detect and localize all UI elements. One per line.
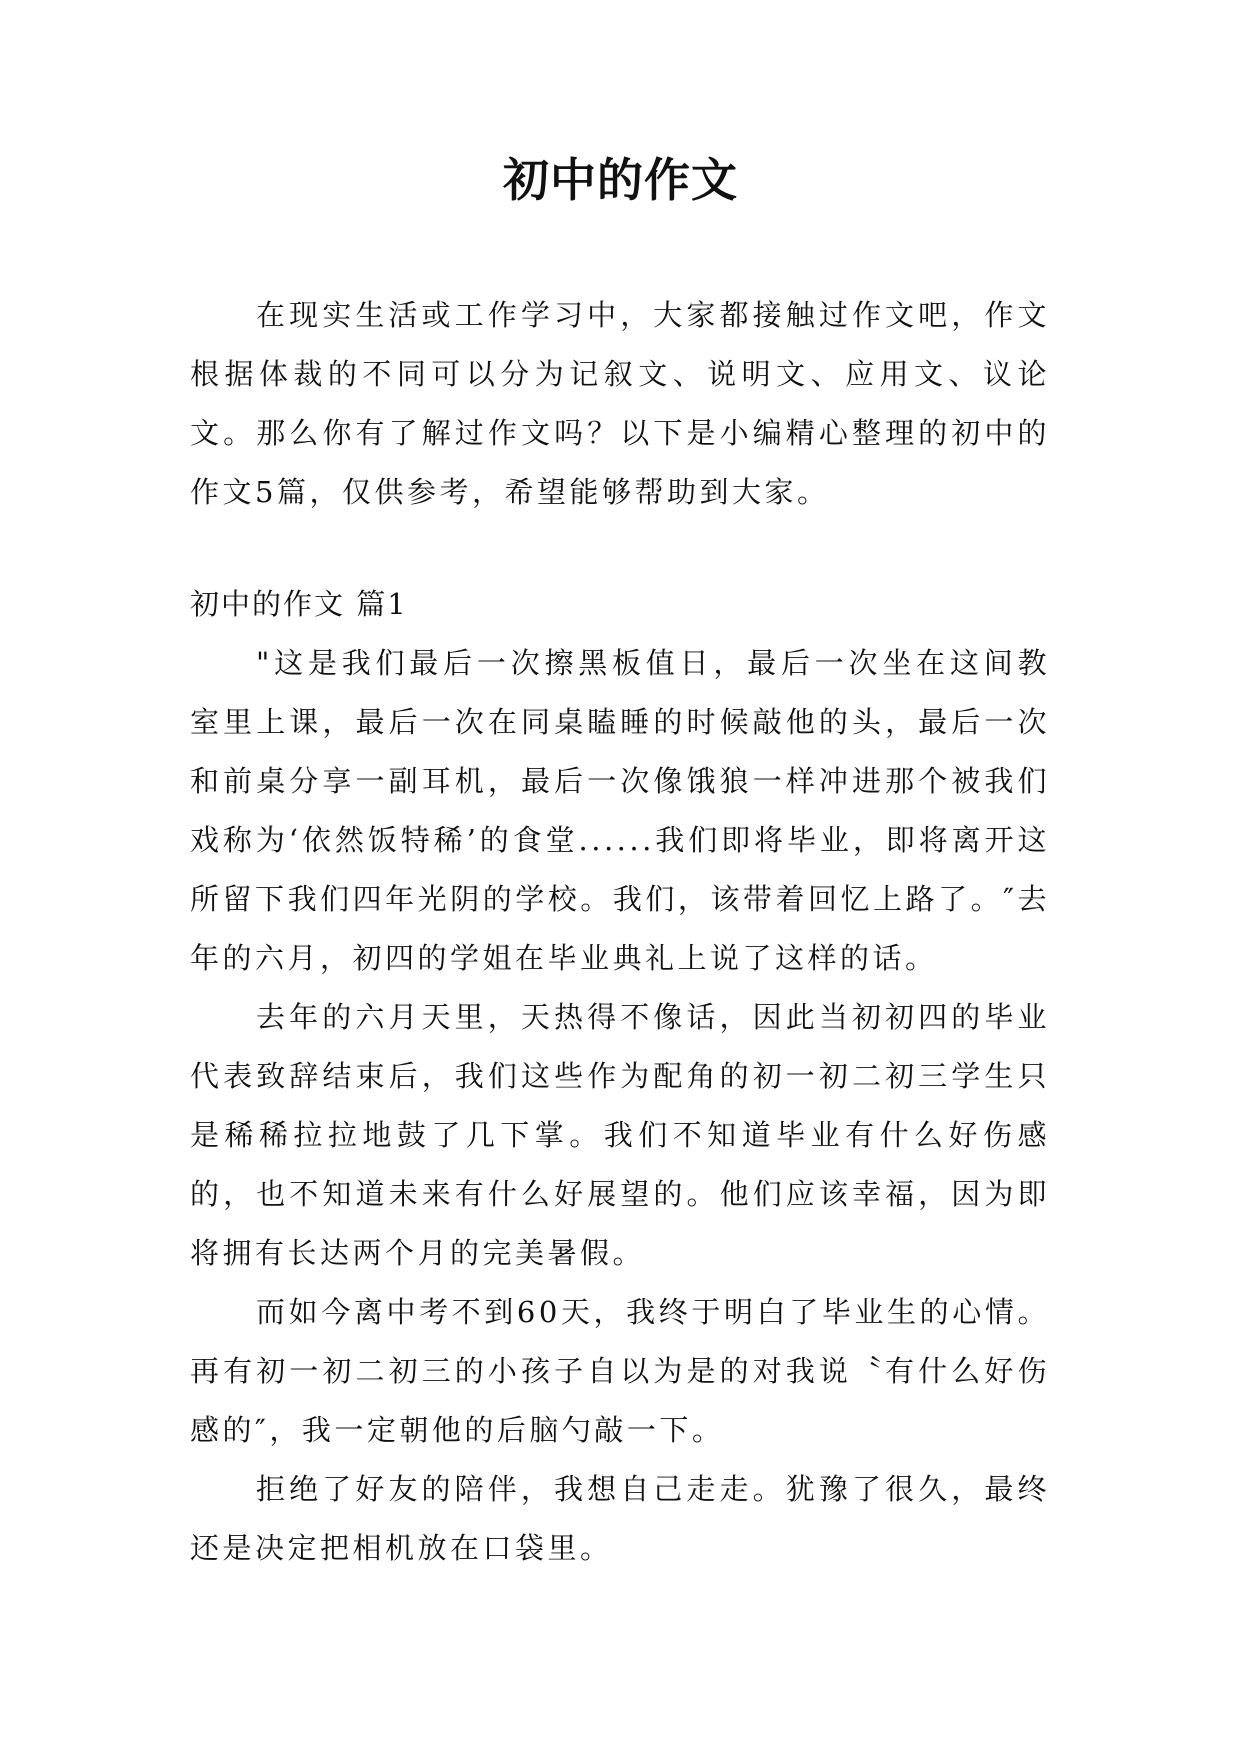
section-heading: 初中的作文 篇1 xyxy=(190,587,408,621)
essay-paragraph-4: 拒绝了好友的陪伴，我想自己走走。犹豫了很久，最终还是决定把相机放在口袋里。 xyxy=(190,1472,1050,1565)
intro-paragraph: 在现实生活或工作学习中，大家都接触过作文吧，作文根据体裁的不同可以分为记叙文、说明文、应用文、议论文。那么你有了解过作文吗？以下是小编精心整理的初中的作文5篇，仅供参考，希望能够帮助到大家。 xyxy=(190,298,1050,509)
essay-paragraph-2: 去年的六月天里，天热得不像话，因此当初初四的毕业代表致辞结束后，我们这些作为配角的初一初二初三学生只是稀稀拉拉地鼓了几下掌。我们不知道毕业有什么好伤感的，也不知道未来有什么好展望的。他们应该幸福，因为即将拥有长达两个月的完美暑假。 xyxy=(190,1000,1050,1270)
essay-paragraph-1: "这是我们最后一次擦黑板值日，最后一次坐在这间教室里上课，最后一次在同桌瞌睡的时候敲他的头，最后一次和前桌分享一副耳机，最后一次像饿狼一样冲进那个被我们戏称为‘依然饭特稀’的食堂......我们即将毕业，即将离开这所留下我们四年光阴的学校。我们，该带着回忆上路了。″去年的六月，初四的学姐在毕业典礼上说了这样的话。 xyxy=(190,646,1050,975)
page-title: 初中的作文 xyxy=(503,153,738,207)
essay-section-1 xyxy=(190,575,1050,1578)
intro-section xyxy=(190,286,1050,522)
essay-paragraph-3: 而如今离中考不到60天，我终于明白了毕业生的心情。再有初一初二初三的小孩子自以为是的对我说〝有什么好伤感的″，我一定朝他的后脑勺敲一下。 xyxy=(190,1295,1050,1447)
